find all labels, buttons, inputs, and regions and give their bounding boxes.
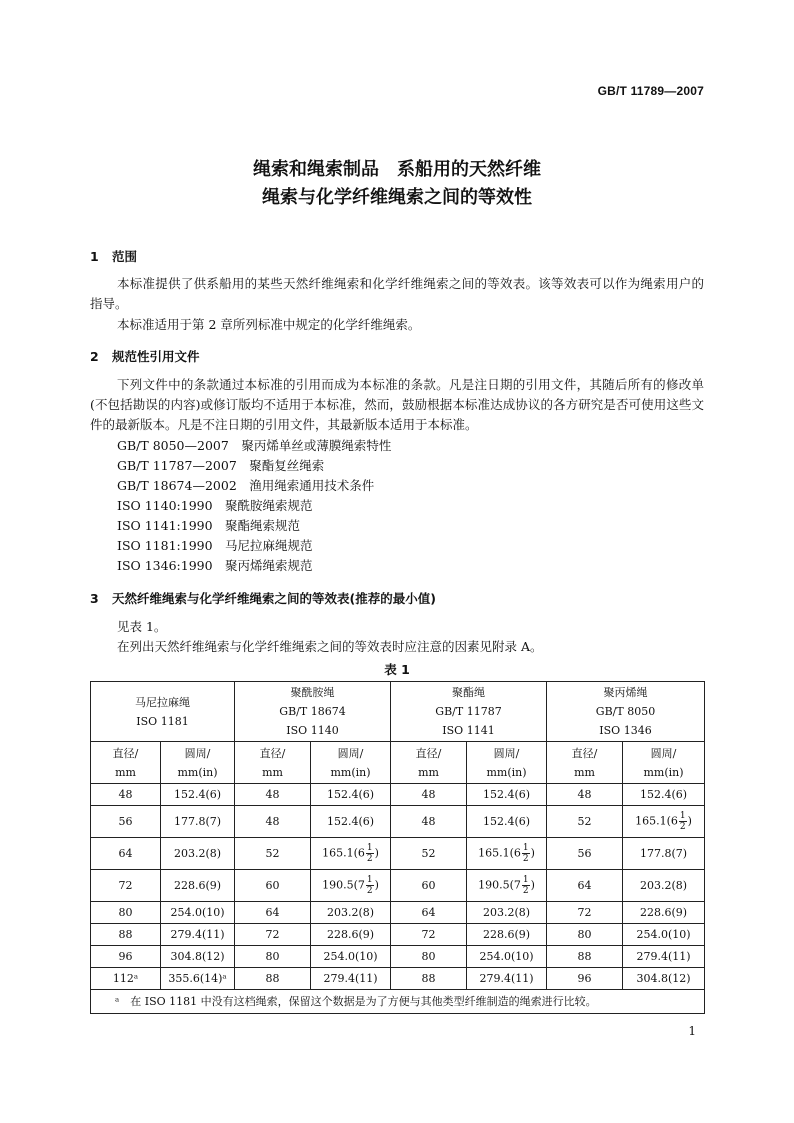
cell-value: 165.1(6 (322, 846, 365, 860)
circumference-cell (161, 968, 235, 990)
circumference-cell (311, 806, 391, 838)
circumference-cell (623, 838, 705, 870)
cell-value: 80 (577, 928, 592, 941)
diameter-cell (235, 806, 311, 838)
fraction-denominator: 2 (679, 822, 686, 832)
cell-value: 304.8(12) (170, 950, 225, 963)
cell-value: 60 (265, 879, 280, 892)
section-1-heading (90, 247, 137, 265)
circumference-cell (311, 924, 391, 946)
diameter-cell (91, 784, 161, 806)
header-line: mm(in) (177, 765, 218, 779)
page-number: 1 (688, 1024, 696, 1038)
fraction-numerator: 1 (679, 811, 686, 821)
cell-value: 48 (577, 788, 592, 801)
cell-value: 64 (118, 847, 133, 860)
circumference-cell (623, 968, 705, 990)
cell-value: 48 (265, 815, 280, 828)
diameter-header (235, 742, 311, 784)
fraction (522, 843, 530, 864)
document-title-line-1: 绳索和绳索制品 系船用的天然纤维 (253, 159, 541, 180)
cell-value: 80 (118, 906, 133, 919)
cell-value: 88 (265, 972, 280, 985)
diameter-cell (547, 968, 623, 990)
diameter-cell (235, 968, 311, 990)
cell-value: 152.4(6) (639, 788, 688, 801)
group-header-manila (91, 682, 235, 742)
header-line: 直径/ (112, 746, 139, 760)
diameter-cell (547, 806, 623, 838)
circumference-cell (623, 902, 705, 924)
cell-value: 72 (421, 928, 436, 941)
standard-code: GB/T 11789—2007 (597, 84, 704, 98)
circumference-cell (467, 968, 547, 990)
cell-value-suffix: ) (374, 878, 379, 892)
cell-value-suffix: ) (530, 878, 535, 892)
table-row (91, 870, 705, 902)
fraction-numerator: 1 (366, 875, 373, 885)
cell-value: 190.5(7 (478, 878, 521, 892)
cell-value: 152.4(6) (326, 815, 375, 828)
group-header-row (91, 682, 705, 742)
circumference-header (623, 742, 705, 784)
circumference-cell (623, 784, 705, 806)
cell-value-suffix: ) (374, 846, 379, 860)
cell-value: 88 (421, 972, 436, 985)
header-line: 圆周/ (493, 746, 520, 760)
cell-value: 254.0(10) (323, 950, 378, 963)
cell-value: 177.8(7) (173, 815, 222, 828)
cell-value: 56 (577, 847, 592, 860)
diameter-cell (91, 946, 161, 968)
cell-value: 177.8(7) (639, 847, 688, 860)
circumference-cell (623, 924, 705, 946)
section-number: 1 (90, 249, 99, 264)
table-row (91, 946, 705, 968)
diameter-cell (391, 902, 467, 924)
header-line: 圆周/ (184, 746, 211, 760)
table-row (91, 902, 705, 924)
cell-value: 80 (265, 950, 280, 963)
cell-value: 279.4(11) (170, 928, 225, 941)
cell-value: 203.2(8) (173, 847, 222, 860)
circumference-cell (467, 806, 547, 838)
cell-value: 279.4(11) (636, 950, 691, 963)
header-line: mm (418, 765, 439, 779)
section-title: 范围 (112, 249, 138, 264)
cell-value: 228.6(9) (326, 928, 375, 941)
cell-value: 228.6(9) (482, 928, 531, 941)
cell-value: 72 (118, 879, 133, 892)
fraction (679, 811, 687, 832)
diameter-cell (391, 924, 467, 946)
fraction (366, 875, 374, 896)
cell-value: 304.8(12) (636, 972, 691, 985)
section-3-paragraph-2: 在列出天然纤维绳索与化学纤维绳索之间的等效表时应注意的因素见附录 A。 (117, 639, 543, 654)
diameter-cell (547, 838, 623, 870)
header-line: mm(in) (643, 765, 684, 779)
table-footnote: ᵃ 在 ISO 1181 中没有这档绳索，保留这个数据是为了方便与其他类型纤维制造的绳索进行比较。 (91, 990, 705, 1014)
cell-value: 152.4(6) (482, 788, 531, 801)
document-title-line-2: 绳索与化学纤维绳索之间的等效性 (262, 187, 532, 208)
group-standard: GB/T 11787 (435, 705, 502, 718)
fraction-denominator: 2 (522, 854, 529, 864)
circumference-header (467, 742, 547, 784)
cell-value: 228.6(9) (173, 879, 222, 892)
diameter-cell (391, 968, 467, 990)
circumference-cell (161, 806, 235, 838)
cell-value: 190.5(7 (322, 878, 365, 892)
circumference-cell (311, 946, 391, 968)
cell-value: 64 (265, 906, 280, 919)
circumference-cell (311, 838, 391, 870)
table-row (91, 784, 705, 806)
table-caption: 表 1 (384, 662, 410, 677)
fraction-numerator: 1 (522, 875, 529, 885)
header-line: 圆周/ (650, 746, 677, 760)
section-3-paragraph-1: 见表 1。 (117, 619, 167, 634)
section-1-paragraph-2: 本标准适用于第 2 章所列标准中规定的化学纤维绳索。 (117, 317, 421, 332)
diameter-cell (91, 968, 161, 990)
group-name: 聚丙烯绳 (603, 686, 648, 699)
cell-value: 60 (421, 879, 436, 892)
circumference-cell (161, 946, 235, 968)
equivalence-table (90, 681, 705, 1014)
circumference-cell (161, 784, 235, 806)
diameter-cell (91, 902, 161, 924)
cell-value: 88 (118, 928, 133, 941)
diameter-cell (547, 784, 623, 806)
fraction-numerator: 1 (366, 843, 373, 853)
diameter-cell (91, 924, 161, 946)
circumference-cell (311, 902, 391, 924)
section-number: 3 (90, 591, 99, 606)
cell-value: 48 (118, 788, 133, 801)
cell-value: 203.2(8) (482, 906, 531, 919)
diameter-cell (391, 946, 467, 968)
cell-value: 152.4(6) (326, 788, 375, 801)
cell-value: 112ᵃ (112, 972, 139, 985)
diameter-cell (391, 806, 467, 838)
fraction-denominator: 2 (366, 886, 373, 896)
diameter-cell (547, 870, 623, 902)
fraction (522, 875, 530, 896)
cell-value: 203.2(8) (326, 906, 375, 919)
cell-value: 52 (577, 815, 592, 828)
diameter-header (91, 742, 161, 784)
reference-item: ISO 1346:1990 聚丙烯绳索规范 (117, 558, 313, 573)
fraction-denominator: 2 (366, 854, 373, 864)
cell-value: 355.6(14)ᵃ (168, 972, 227, 985)
cell-value: 279.4(11) (479, 972, 534, 985)
cell-value: 64 (421, 906, 436, 919)
diameter-cell (235, 784, 311, 806)
circumference-cell (161, 838, 235, 870)
cell-value: 48 (421, 815, 436, 828)
section-title: 规范性引用文件 (112, 349, 200, 364)
section-2-paragraph-1: 下列文件中的条款通过本标准的引用而成为本标准的条款。凡是注日期的引用文件，其随后所有的修改单(不包括勘误的内容)或修订版均不适用于本标准，然而，鼓励根据本标准达成协议的各方研究是否可使用这些文件的最新版本。凡是不注日期的引用文件，其最新版本适用于本标准。 (90, 377, 704, 432)
diameter-cell (235, 838, 311, 870)
group-standard: GB/T 8050 (595, 705, 656, 718)
reference-item: ISO 1141:1990 聚酯绳索规范 (117, 518, 301, 533)
header-line: mm (262, 765, 283, 779)
cell-value: 152.4(6) (482, 815, 531, 828)
reference-item: GB/T 11787—2007 聚酯复丝绳索 (117, 458, 325, 473)
table-row (91, 968, 705, 990)
circumference-cell (311, 784, 391, 806)
sub-header-row (91, 742, 705, 784)
diameter-cell (391, 784, 467, 806)
circumference-header (311, 742, 391, 784)
table-row (91, 924, 705, 946)
group-header-polyamide (235, 682, 391, 742)
diameter-cell (91, 838, 161, 870)
section-2-heading (90, 347, 200, 365)
group-name: 聚酰胺绳 (290, 686, 335, 699)
cell-value: 254.0(10) (636, 928, 691, 941)
diameter-cell (391, 870, 467, 902)
circumference-cell (467, 784, 547, 806)
circumference-cell (467, 924, 547, 946)
section-number: 2 (90, 349, 99, 364)
group-standard: ISO 1181 (136, 714, 189, 728)
table-footnote-row (91, 990, 705, 1014)
section-3-heading (90, 589, 436, 607)
diameter-cell (391, 838, 467, 870)
cell-value: 52 (265, 847, 280, 860)
cell-value: 152.4(6) (173, 788, 222, 801)
diameter-cell (91, 870, 161, 902)
table-row (91, 838, 705, 870)
cell-value: 165.1(6 (635, 814, 678, 828)
header-line: mm (115, 765, 136, 779)
diameter-cell (91, 806, 161, 838)
cell-value: 228.6(9) (639, 906, 688, 919)
header-line: 直径/ (259, 746, 286, 760)
section-title: 天然纤维绳索与化学纤维绳索之间的等效表(推荐的最小值) (112, 591, 436, 606)
reference-item: ISO 1140:1990 聚酰胺绳索规范 (117, 498, 313, 513)
cell-value: 80 (421, 950, 436, 963)
cell-value: 254.0(10) (479, 950, 534, 963)
cell-value-suffix: ) (687, 814, 692, 828)
diameter-cell (235, 924, 311, 946)
cell-value: 88 (577, 950, 592, 963)
fraction-numerator: 1 (522, 843, 529, 853)
circumference-header (161, 742, 235, 784)
header-line: mm(in) (330, 765, 371, 779)
cell-value: 64 (577, 879, 592, 892)
circumference-cell (467, 870, 547, 902)
cell-value: 96 (577, 972, 592, 985)
circumference-cell (467, 902, 547, 924)
circumference-cell (623, 946, 705, 968)
circumference-cell (623, 806, 705, 838)
circumference-cell (161, 870, 235, 902)
circumference-cell (467, 838, 547, 870)
header-line: 直径/ (415, 746, 442, 760)
circumference-cell (311, 870, 391, 902)
header-line: 圆周/ (337, 746, 364, 760)
diameter-header (391, 742, 467, 784)
section-1-paragraph-1: 本标准提供了供系船用的某些天然纤维绳索和化学纤维绳索之间的等效表。该等效表可以作为绳索用户的指导。 (90, 276, 704, 311)
header-line: mm(in) (486, 765, 527, 779)
circumference-cell (161, 924, 235, 946)
circumference-cell (623, 870, 705, 902)
diameter-cell (547, 924, 623, 946)
group-header-polyester (391, 682, 547, 742)
header-line: 直径/ (571, 746, 598, 760)
cell-value: 96 (118, 950, 133, 963)
diameter-cell (235, 870, 311, 902)
table-row (91, 806, 705, 838)
cell-value: 254.0(10) (170, 906, 225, 919)
group-standard: ISO 1140 (286, 724, 339, 737)
group-header-polypropylene (547, 682, 705, 742)
cell-value: 48 (421, 788, 436, 801)
circumference-cell (311, 968, 391, 990)
cell-value: 72 (265, 928, 280, 941)
cell-value: 52 (421, 847, 436, 860)
cell-value: 203.2(8) (639, 879, 688, 892)
diameter-cell (235, 902, 311, 924)
cell-value: 279.4(11) (323, 972, 378, 985)
diameter-cell (235, 946, 311, 968)
header-line: mm (574, 765, 595, 779)
reference-item: ISO 1181:1990 马尼拉麻绳规范 (117, 538, 313, 553)
cell-value: 72 (577, 906, 592, 919)
reference-item: GB/T 8050—2007 聚丙烯单丝或薄膜绳索特性 (117, 438, 392, 453)
cell-value: 165.1(6 (478, 846, 521, 860)
diameter-header (547, 742, 623, 784)
group-standard: ISO 1346 (599, 724, 652, 737)
circumference-cell (161, 902, 235, 924)
cell-value-suffix: ) (530, 846, 535, 860)
diameter-cell (547, 946, 623, 968)
group-name: 马尼拉麻绳 (135, 695, 190, 709)
fraction-denominator: 2 (522, 886, 529, 896)
cell-value: 48 (265, 788, 280, 801)
cell-value: 56 (118, 815, 133, 828)
circumference-cell (467, 946, 547, 968)
group-standard: GB/T 18674 (279, 705, 346, 718)
fraction (366, 843, 374, 864)
reference-item: GB/T 18674—2002 渔用绳索通用技术条件 (117, 478, 375, 493)
group-standard: ISO 1141 (442, 724, 495, 737)
diameter-cell (547, 902, 623, 924)
group-name: 聚酯绳 (452, 686, 485, 699)
